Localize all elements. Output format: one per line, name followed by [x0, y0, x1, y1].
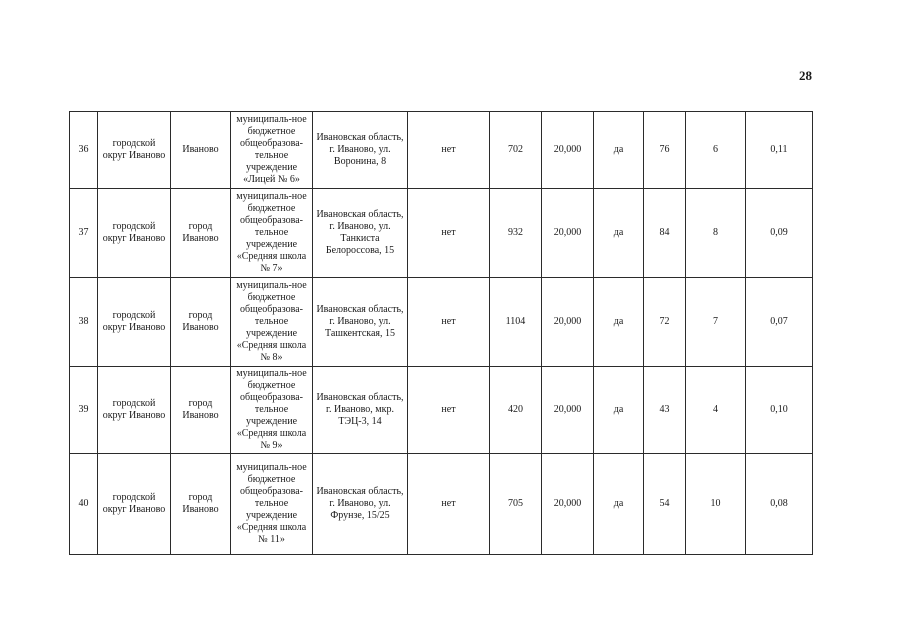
institution-cell: муниципаль-ное бюджетное общеобразова-тельное учреждение «Средняя школа № 8»	[231, 278, 313, 367]
address-cell: Ивановская область, г. Иваново, ул. Танкиста Белороссова, 15	[313, 189, 408, 278]
table-row	[70, 278, 813, 367]
count-cell: 705	[490, 454, 542, 555]
ratio-cell: 0,09	[746, 189, 813, 278]
yes-cell: да	[594, 454, 644, 555]
flag-cell: нет	[408, 278, 490, 367]
value2-cell: 7	[686, 278, 746, 367]
address-cell: Ивановская область, г. Иваново, ул. Ташкентская, 15	[313, 278, 408, 367]
table-row	[70, 454, 813, 555]
district-cell: городской округ Иваново	[98, 112, 171, 189]
address-cell: Ивановская область, г. Иваново, ул. Фрунзе, 15/25	[313, 454, 408, 555]
norm-cell: 20,000	[542, 189, 594, 278]
value1-cell: 72	[644, 278, 686, 367]
table-row	[70, 367, 813, 454]
value2-cell: 8	[686, 189, 746, 278]
district-cell: городской округ Иваново	[98, 454, 171, 555]
value1-cell: 54	[644, 454, 686, 555]
row-number: 39	[70, 367, 98, 454]
ratio-cell: 0,07	[746, 278, 813, 367]
norm-cell: 20,000	[542, 454, 594, 555]
city-cell: город Иваново	[171, 189, 231, 278]
page-number: 28	[799, 68, 812, 83]
flag-cell: нет	[408, 367, 490, 454]
value2-cell: 4	[686, 367, 746, 454]
count-cell: 932	[490, 189, 542, 278]
city-cell: Иваново	[171, 112, 231, 189]
flag-cell: нет	[408, 454, 490, 555]
ratio-cell: 0,10	[746, 367, 813, 454]
count-cell: 420	[490, 367, 542, 454]
row-number: 38	[70, 278, 98, 367]
address-cell: Ивановская область, г. Иваново, мкр. ТЭЦ-3, 14	[313, 367, 408, 454]
district-cell: городской округ Иваново	[98, 189, 171, 278]
city-cell: город Иваново	[171, 278, 231, 367]
institution-cell: муниципаль-ное бюджетное общеобразова-тельное учреждение «Лицей № 6»	[231, 112, 313, 189]
yes-cell: да	[594, 278, 644, 367]
institution-cell: муниципаль-ное бюджетное общеобразова-тельное учреждение «Средняя школа № 7»	[231, 189, 313, 278]
table-row	[70, 189, 813, 278]
yes-cell: да	[594, 189, 644, 278]
yes-cell: да	[594, 112, 644, 189]
value1-cell: 43	[644, 367, 686, 454]
value2-cell: 10	[686, 454, 746, 555]
row-number: 40	[70, 454, 98, 555]
district-cell: городской округ Иваново	[98, 278, 171, 367]
ratio-cell: 0,11	[746, 112, 813, 189]
district-cell: городской округ Иваново	[98, 367, 171, 454]
row-number: 37	[70, 189, 98, 278]
address-cell: Ивановская область, г. Иваново, ул. Воронина, 8	[313, 112, 408, 189]
city-cell: город Иваново	[171, 454, 231, 555]
count-cell: 702	[490, 112, 542, 189]
data-table	[69, 111, 813, 555]
value1-cell: 84	[644, 189, 686, 278]
flag-cell: нет	[408, 189, 490, 278]
norm-cell: 20,000	[542, 278, 594, 367]
ratio-cell: 0,08	[746, 454, 813, 555]
norm-cell: 20,000	[542, 367, 594, 454]
row-number: 36	[70, 112, 98, 189]
table-row	[70, 112, 813, 189]
norm-cell: 20,000	[542, 112, 594, 189]
yes-cell: да	[594, 367, 644, 454]
count-cell: 1104	[490, 278, 542, 367]
city-cell: город Иваново	[171, 367, 231, 454]
value1-cell: 76	[644, 112, 686, 189]
institution-cell: муниципаль-ное бюджетное общеобразова-тельное учреждение «Средняя школа № 11»	[231, 454, 313, 555]
value2-cell: 6	[686, 112, 746, 189]
institution-cell: муниципаль-ное бюджетное общеобразова-тельное учреждение «Средняя школа № 9»	[231, 367, 313, 454]
flag-cell: нет	[408, 112, 490, 189]
